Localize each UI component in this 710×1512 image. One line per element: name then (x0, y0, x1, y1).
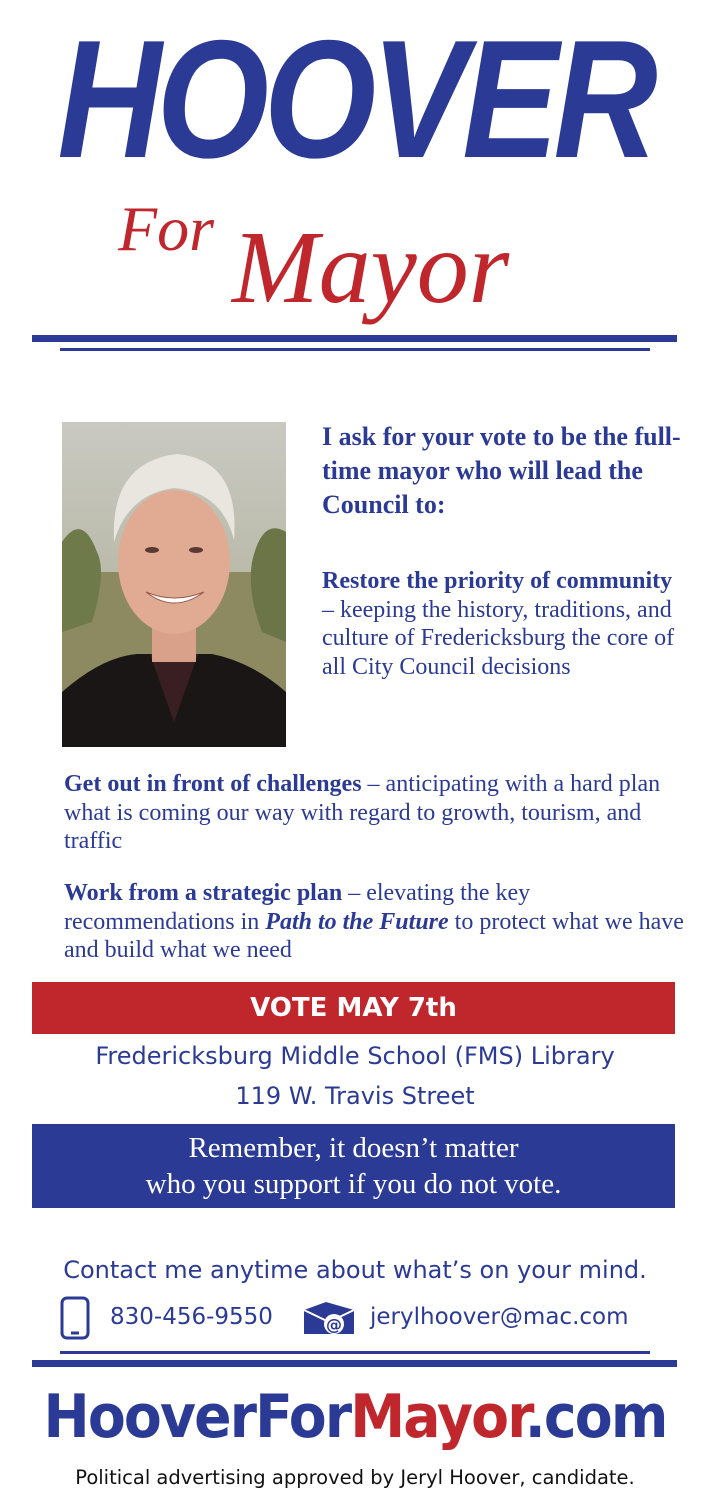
campaign-website[interactable] (28, 1382, 681, 1452)
contact-line (0, 1296, 710, 1340)
point-strategic-body-a: – elevating the key recommendations in (64, 880, 531, 935)
point-challenges-body: – anticipating with a hard plan what is coming our way with regard to growth, tourism, and traffic (64, 771, 661, 854)
phone-number[interactable]: 830-456-9550 (110, 1304, 273, 1330)
point-challenges (64, 770, 684, 856)
reminder-banner (32, 1124, 675, 1208)
reminder-line-1: Remember, it doesn’t matter (188, 1132, 519, 1164)
candidate-photo (62, 422, 286, 747)
email-icon (300, 1298, 358, 1343)
point-strategic-body-b: to protect what we have and build what we need (64, 908, 684, 963)
point-community-body: – keeping the history, traditions, and culture of Fredericksburg the core of all City Council decisions (322, 596, 675, 680)
website-part-2: Mayor (350, 1382, 525, 1452)
polling-location: Fredericksburg Middle School (FMS) Library (95, 1042, 615, 1070)
website-part-3: .com (524, 1382, 667, 1452)
plan-title: Path to the Future (265, 908, 449, 935)
office-text: Mayor (232, 210, 510, 325)
point-strategic-heading: Work from a strategic plan (64, 880, 343, 906)
point-community-heading: Restore the priority of community (322, 568, 673, 594)
disclaimer: Political advertising approved by Jeryl Hoover, candidate. (75, 1466, 635, 1489)
header-rule-top (32, 335, 677, 342)
candidate-name: HOOVER (57, 5, 653, 193)
intro-text: I ask for your vote to be the full-time mayor who will lead the Council to: (322, 422, 681, 519)
svg-text:@: @ (326, 1315, 342, 1334)
for-text: For (118, 193, 214, 264)
point-community (322, 567, 682, 681)
point-challenges-heading: Get out in front of challenges (64, 771, 362, 797)
footer-rule-bottom (32, 1360, 677, 1367)
point-strategic-plan (64, 879, 684, 965)
website-part-1: HooverFor (43, 1382, 351, 1452)
polling-address: 119 W. Travis Street (235, 1082, 475, 1110)
vote-date-banner: VOTE MAY 7th (32, 982, 675, 1034)
email-address[interactable]: jerylhoover@mac.com (370, 1304, 629, 1330)
reminder-line-2: who you support if you do not vote. (145, 1168, 562, 1200)
footer-rule-top (60, 1351, 650, 1354)
header-rule-bottom (60, 348, 650, 351)
phone-icon (60, 1296, 90, 1345)
contact-prompt: Contact me anytime about what’s on your mind. (63, 1256, 647, 1284)
